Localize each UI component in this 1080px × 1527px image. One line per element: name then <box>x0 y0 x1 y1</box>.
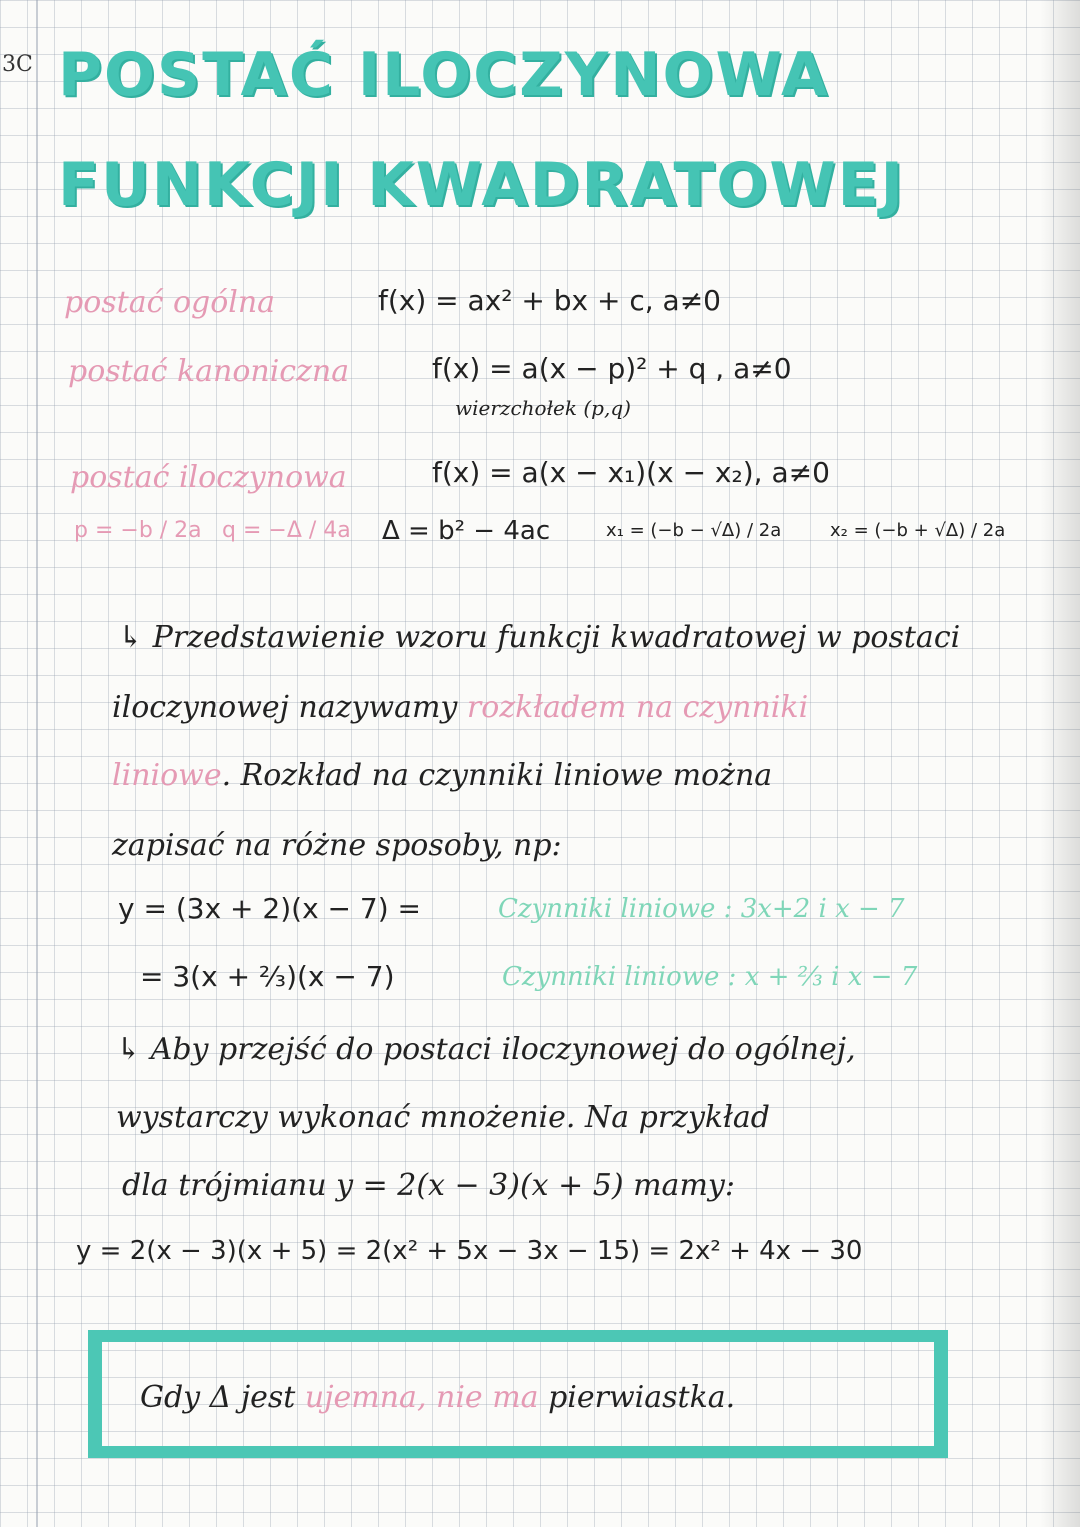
def-p: p = −b / 2a <box>74 518 202 543</box>
page-margin-line <box>36 0 38 1527</box>
form-label-canonical: postać kanoniczna <box>68 354 350 389</box>
form-formula-canonical: f(x) = a(x − p)² + q , a≠0 <box>432 352 792 385</box>
example-1-note: Czynniki liniowe : 3x+2 i x − 7 <box>498 894 905 924</box>
paragraph1-line3b: . Rozkład na czynniki liniowe można <box>221 758 773 793</box>
def-delta: Δ = b² − 4ac <box>382 516 551 546</box>
page-edge-shadow <box>1040 0 1080 1527</box>
paragraph2-line4: y = 2(x − 3)(x + 5) = 2(x² + 5x − 3x − 15) = 2x² + 4x − 30 <box>76 1236 863 1266</box>
example-2-expr: = 3(x + ⅔)(x − 7) <box>140 960 395 993</box>
paragraph2-line2: wystarczy wykonać mnożenie. Na przykład <box>116 1100 770 1135</box>
example-2-note: Czynniki liniowe : x + ⅔ i x − 7 <box>502 962 918 992</box>
title-line-2: FUNKCJI KWADRATOWEJ <box>58 150 905 220</box>
def-x1: x₁ = (−b − √Δ) / 2a <box>606 520 782 541</box>
paragraph1-line1: ↳ Przedstawienie wzoru funkcji kwadratowej w postaci <box>118 620 961 655</box>
form-formula-general: f(x) = ax² + bx + c, a≠0 <box>378 284 721 317</box>
summary-text <box>140 1380 735 1415</box>
form-label-product: postać iloczynowa <box>70 460 347 495</box>
highlight-term-2: liniowe <box>112 758 222 793</box>
summary-text-c: pierwiastka. <box>538 1380 736 1415</box>
paragraph1-line4: zapisać na różne sposoby, np: <box>112 828 562 863</box>
summary-text-highlight: ujemna, nie ma <box>304 1380 539 1415</box>
form-label-general: postać ogólna <box>64 285 276 320</box>
summary-text-a: Gdy Δ jest <box>140 1380 305 1415</box>
paragraph1-line2a: iloczynowej nazywamy <box>112 690 467 725</box>
page-number: 3C <box>2 52 33 77</box>
title-line-1: POSTAĆ ILOCZYNOWA <box>58 40 830 110</box>
paragraph2-line1: ↳ Aby przejść do postaci iloczynowej do ogólnej, <box>116 1032 856 1067</box>
paragraph2-line3: dla trójmianu y = 2(x − 3)(x + 5) mamy: <box>122 1168 735 1203</box>
highlight-term: rozkładem na czynniki <box>466 690 809 725</box>
def-x2: x₂ = (−b + √Δ) / 2a <box>830 520 1006 541</box>
example-1-expr: y = (3x + 2)(x − 7) = <box>118 892 421 925</box>
def-q: q = −Δ / 4a <box>222 518 351 543</box>
form-formula-product: f(x) = a(x − x₁)(x − x₂), a≠0 <box>432 456 830 489</box>
vertex-note: wierzchołek (p,q) <box>455 396 631 420</box>
